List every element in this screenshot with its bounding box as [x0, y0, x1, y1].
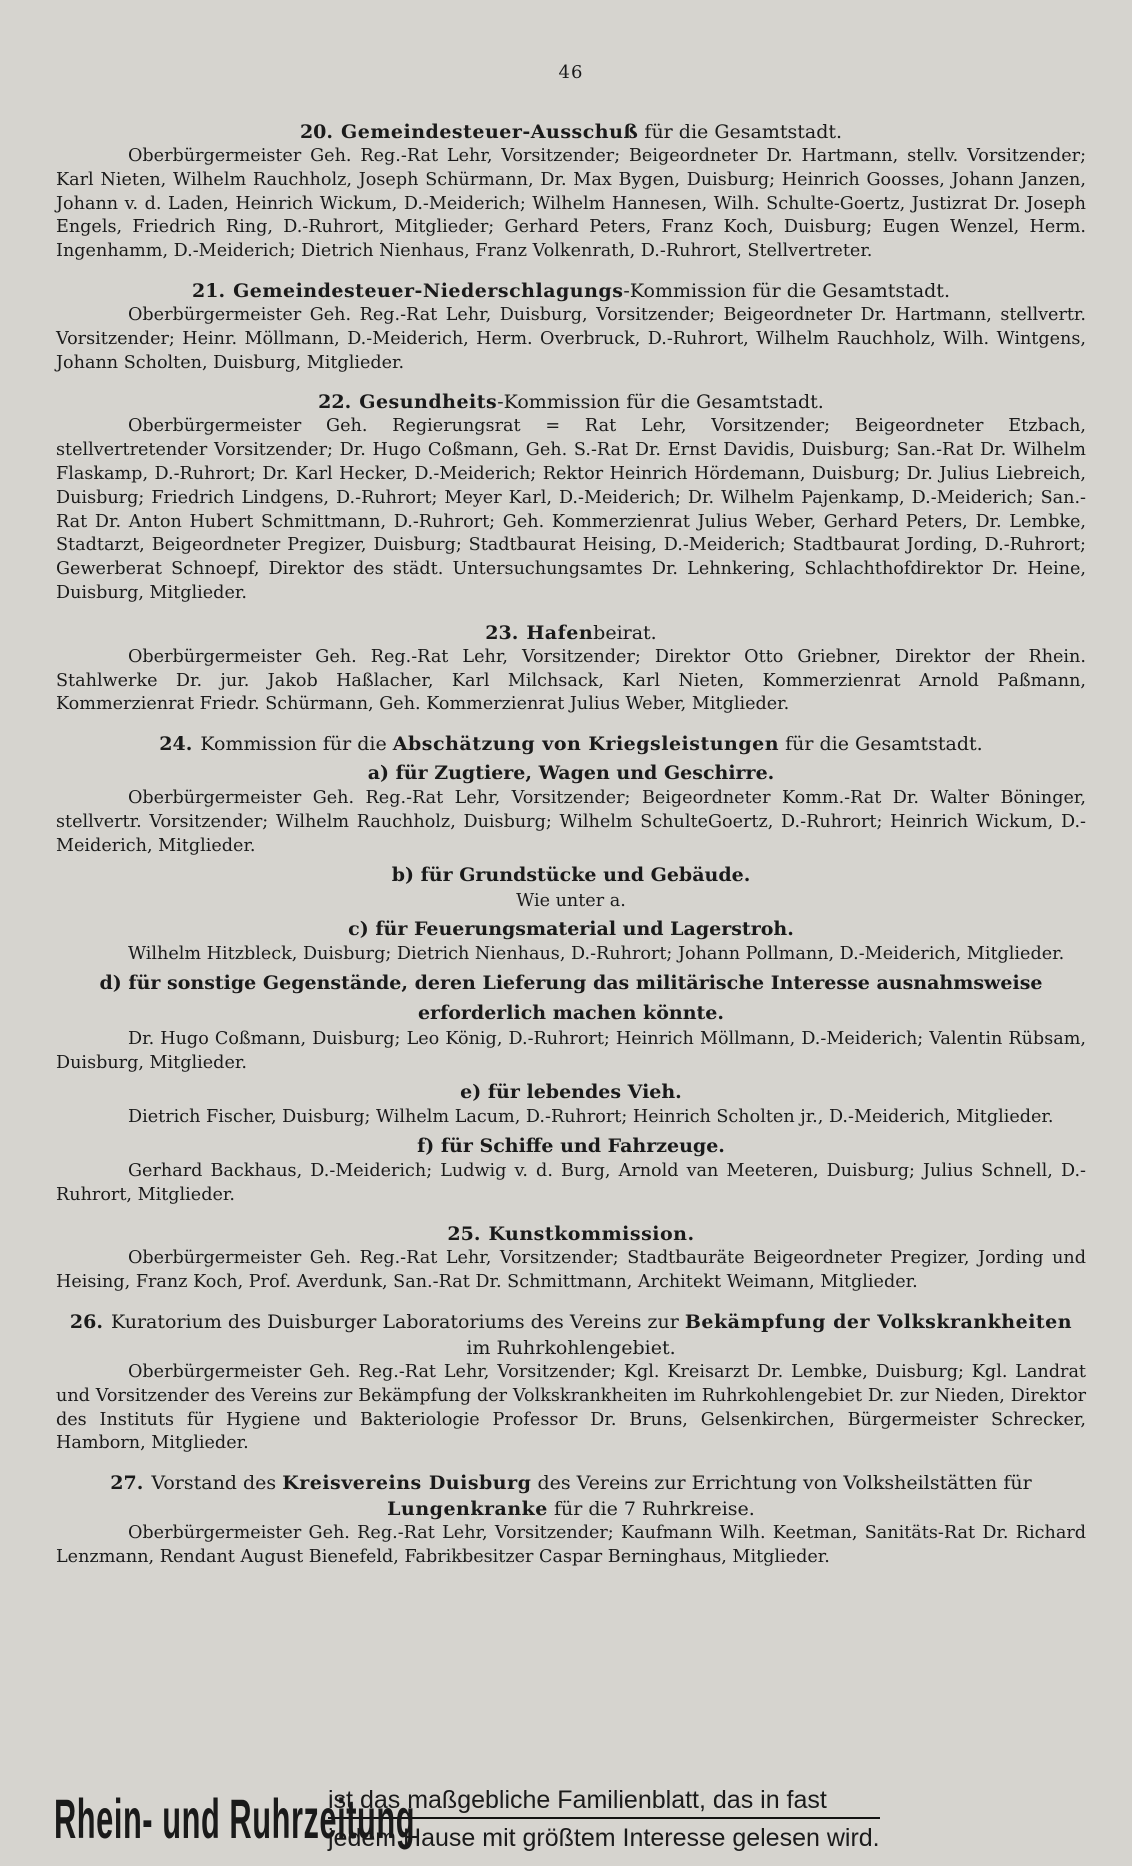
ad-brand: Rhein- und Ruhrzeitung [54, 1787, 416, 1850]
section-title-rest: -Kommission für die Gesamtstadt. [497, 391, 824, 414]
section-body: Oberbürgermeister Geh. Regierungsrat = Rat Lehr, Vorsitzender; Beigeordneter Etzbach, stellvertretender Vorsitzender; Dr. Hugo Coßmann, Geh. S.-Rat Dr. Ernst Davidis, Duisburg; San.-Rat Dr. Wilhelm Flaskamp, D.-Ruhrort; Dr. Karl Hecker, D.-Meiderich; Rektor Heinrich Hördemann, Duisburg; Dr. Julius Liebreich, Duisburg; Friedrich Lindgens, D.-Ruhrort; Meyer Karl, D.-Meiderich; Dr. Wilhelm Pajenkamp, D.-Meiderich; San.-Rat Dr. Anton Hubert Schmittmann, D.-Ruhrort; Geh. Kommerzienrat Julius Weber, Gerhard Peters, Dr. Lembke, Stadtarzt, Beigeordneter Pregizer, Duisburg; Stadtbaurat Heising, D.-Meiderich; Stadtbaurat Jording, D.-Ruhrort; Gewerberat Schnoepf, Direktor des städt. Untersuchungsamtes Dr. Lehnkering, Schlachthofdirektor Dr. Heine, Duisburg, Mitglieder. [56, 416, 1086, 603]
page-number: 46 [558, 62, 584, 83]
section-body: Oberbürgermeister Geh. Reg.-Rat Lehr, Vorsitzender; Direktor Otto Griebner, Direktor der Rhein. Stahlwerke Dr. jur. Jakob Haßlacher, Karl Milchsack, Karl Nieten, Kommerzienrat Arnold Paßmann, Kommerzienrat Friedr. Schürmann, Geh. Kommerzienrat Julius Weber, Mitglieder. [56, 646, 1086, 715]
section-number: 26. [69, 1310, 103, 1333]
section-number: 27. [110, 1472, 144, 1495]
section-title-pre: Vorstand des [151, 1472, 283, 1495]
section-title-rest: im Ruhrkohlengebiet. [466, 1336, 676, 1359]
section-heading [56, 1221, 1086, 1247]
subsection-body-a: Oberbürgermeister Geh. Reg.-Rat Lehr, Vorsitzender; Beigeordneter Komm.-Rat Dr. Walter Böninger, stellvertr. Vorsitzender; Wilhelm Rauchholz, Duisburg; Wilhelm SchulteGoertz, D.-Ruhrort; Heinrich Wickum, D.-Meiderich, Mitglieder. [56, 788, 1086, 856]
section-title-rest: für die Gesamtstadt. [638, 121, 843, 143]
section-title: Abschätzung von Kriegsleistungen [392, 733, 780, 756]
section-title-rest: für die Gesamtstadt. [779, 733, 983, 756]
section-title-2: Lungenkranke [387, 1498, 548, 1521]
section-title: Bekämpfung der Volkskrankheiten [684, 1310, 1073, 1333]
section-23 [56, 620, 1086, 717]
section-title: Kreisvereins Duisburg [282, 1472, 532, 1495]
subsection-heading-a: a) für Zugtiere, Wagen und Geschirre. [367, 762, 775, 785]
section-number: 20. [299, 121, 334, 143]
subsection-body-c: Wilhelm Hitzbleck, Duisburg; Dietrich Nienhaus, D.-Ruhrort; Johann Pollmann, D.-Meiderich, Mitglieder. [128, 943, 1065, 964]
section-body: Oberbürgermeister Geh. Reg.-Rat Lehr, Vorsitzender; Kaufmann Wilh. Keetman, Sanitäts-Rat Dr. Richard Lenzmann, Rendant August Bienefeld, Fabrikbesitzer Caspar Berninghaus, Mitglieder. [56, 1523, 1086, 1567]
subsection-heading-b: b) für Grundstücke und Gebäude. [391, 863, 751, 886]
section-25 [56, 1221, 1086, 1295]
section-heading [56, 389, 1086, 415]
subsection-body-e: Dietrich Fischer, Duisburg; Wilhelm Lacum, D.-Ruhrort; Heinrich Scholten jr., D.-Meiderich, Mitglieder. [128, 1106, 1054, 1127]
section-title-pre: Kuratorium des Duisburger Laboratoriums des Vereins zur [110, 1310, 685, 1333]
section-title: Hafen [526, 621, 594, 644]
section-title-pre: Kommission für die [200, 733, 393, 756]
section-21 [56, 278, 1086, 375]
section-27 [56, 1470, 1086, 1570]
section-title: Gesundheits [359, 391, 498, 414]
section-title: Gemeindesteuer-Niederschlagungs [233, 279, 624, 302]
section-title: Kunstkommission. [488, 1223, 695, 1246]
section-number: 25. [447, 1223, 481, 1246]
section-title-rest: beirat. [593, 621, 657, 644]
section-heading [56, 1309, 1086, 1361]
section-heading [56, 1470, 1086, 1522]
section-20 [56, 119, 1086, 264]
section-heading [56, 119, 1086, 145]
section-heading [56, 620, 1086, 646]
section-title-rest: für die 7 Ruhrkreise. [547, 1498, 755, 1521]
section-number: 22. [318, 391, 352, 414]
advertisement [54, 1780, 1086, 1858]
section-title-mid: des Vereins zur Errichtung von Volksheilstätten für [531, 1472, 1032, 1495]
section-body: Oberbürgermeister Geh. Reg.-Rat Lehr, Vorsitzender; Beigeordneter Dr. Hartmann, stellv. Vorsitzender; Karl Nieten, Wilhelm Rauchholz, Joseph Schürmann, Dr. Max Bygen, Duisburg; Heinrich Goosses, Johann Janzen, Johann v. d. Laden, Heinrich Wickum, D.-Meiderich; Wilhelm Hannesen, Wilh. Schulte-Goertz, Justizrat Dr. Joseph Engels, Friedrich Ring, D.-Ruhrort, Mitglieder; Gerhard Peters, Franz Koch, Duisburg; Eugen Wenzel, Herm. Ingenhamm, D.-Meiderich; Dietrich Nienhaus, Franz Volkenrath, D.-Ruhrort, Stellvertreter. [56, 146, 1086, 262]
section-26 [56, 1309, 1086, 1456]
section-heading [56, 278, 1086, 304]
subsection-body-f: Gerhard Backhaus, D.-Meiderich; Ludwig v. d. Burg, Arnold van Meeteren, Duisburg; Julius Schnell, D.-Ruhrort, Mitglieder. [56, 1160, 1086, 1205]
ad-line-1: ist das maßgebliche Familienblatt, das in fast [328, 1786, 827, 1814]
section-title: Gemeindesteuer-Ausschuß [341, 121, 639, 143]
section-24 [56, 731, 1086, 1207]
section-body: Oberbürgermeister Geh. Reg.-Rat Lehr, Vorsitzender; Stadtbauräte Beigeordneter Pregizer, Jording und Heising, Franz Koch, Prof. Averdunk, San.-Rat Dr. Schmittmann, Architekt Weimann, Mitglieder. [56, 1248, 1086, 1293]
section-body: Oberbürgermeister Geh. Reg.-Rat Lehr, Vorsitzender; Kgl. Kreisarzt Dr. Lembke, Duisburg; Kgl. Landrat und Vorsitzender des Vereins zur Bekämpfung der Volkskrankheiten im Ruhrkohlengebiet Dr. zur Nieden, Direktor des Instituts für Hygiene und Bakteriologie Professor Dr. Bruns, Gelsenkirchen, Bürgermeister Schrecker, Hamborn, Mitglieder. [56, 1361, 1086, 1454]
section-number: 21. [192, 279, 226, 302]
section-title-rest: -Kommission für die Gesamtstadt. [623, 279, 950, 302]
section-body: Oberbürgermeister Geh. Reg.-Rat Lehr, Duisburg, Vorsitzender; Beigeordneter Dr. Hartmann, stellvertr. Vorsitzender; Heinr. Möllmann, D.-Meiderich, Herm. Overbruck, D.-Ruhrort, Wilhelm Rauchholz, Wilh. Wintgens, Johann Scholten, Duisburg, Mitglieder. [56, 304, 1086, 373]
ad-line-2: jedem Hause mit größtem Interesse gelesen wird. [328, 1817, 880, 1855]
section-22 [56, 389, 1086, 605]
subsection-heading-e: e) für lebendes Vieh. [460, 1080, 682, 1103]
subsection-heading-c: c) für Feuerungsmaterial und Lagerstroh. [348, 917, 794, 940]
subsection-heading-d: d) für sonstige Gegenstände, deren Lieferung das militärische Interesse ausnahmsweise erforderlich machen könnte. [99, 972, 1043, 1025]
section-number: 23. [485, 621, 519, 644]
subsection-body-b: Wie unter a. [516, 890, 626, 911]
subsection-heading-f: f) für Schiffe und Fahrzeuge. [417, 1134, 725, 1157]
subsection-body-d: Dr. Hugo Coßmann, Duisburg; Leo König, D.-Ruhrort; Heinrich Möllmann, D.-Meiderich; Valentin Rübsam, Duisburg, Mitglieder. [56, 1029, 1086, 1074]
section-number: 24. [159, 733, 193, 756]
section-heading [56, 731, 1086, 757]
